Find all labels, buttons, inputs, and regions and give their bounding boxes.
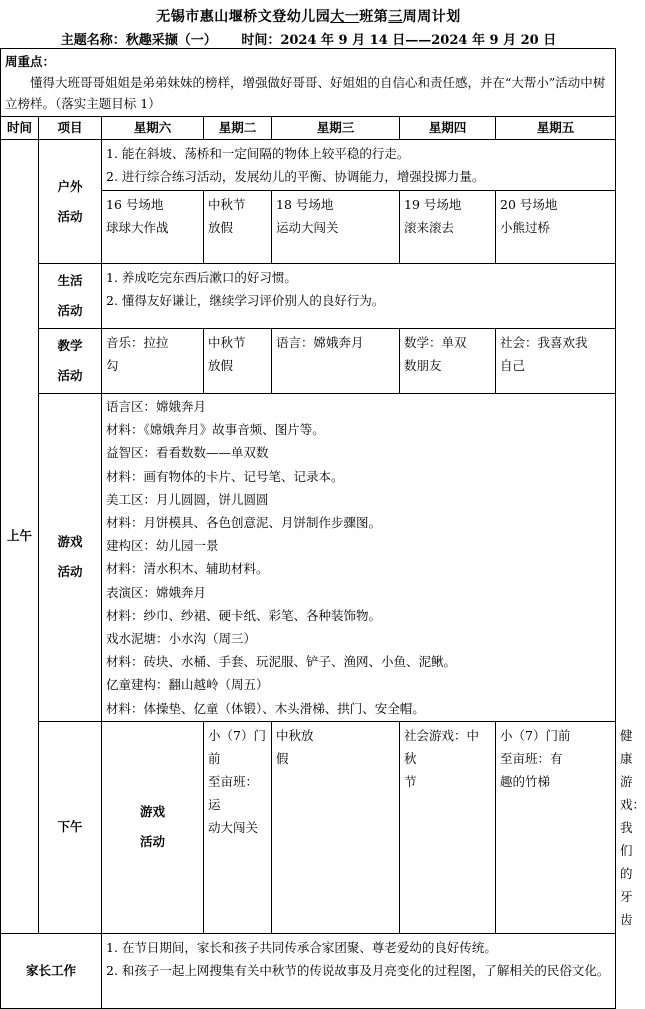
afternoon-line: 动大闯关 [208,819,259,835]
outdoor-day-line: 滚来滚去 [404,220,455,235]
life-item-1: 1. 养成吃完东西后漱口的好习惯。 [106,270,297,285]
afternoon-line: 节 [404,773,417,789]
games-line: 材料：砖块、水桶、手套、玩泥服、铲子、渔网、小鱼、泥鳅。 [106,654,457,670]
theme-label: 主题名称：秋趣采撷（一） [60,33,217,48]
outdoor-day-line: 16 号场地 [106,197,164,212]
teaching-line: 音乐：拉拉 [106,335,169,350]
outdoor-label [39,140,102,264]
teaching-line: 中秋节 [208,335,246,350]
focus-cell [1,49,616,117]
title-mid: 班第 [359,9,389,25]
life-label-line2: 活动 [57,303,83,318]
outdoor-wednesday [272,191,400,264]
life-label-line1: 生活 [57,273,83,288]
parents-label: 家长工作 [1,933,102,1008]
subtitle [0,29,617,48]
outdoor-label-line1: 户外 [57,178,83,194]
outdoor-day-line: 18 号场地 [276,197,334,212]
col-tuesday: 星期二 [204,117,272,140]
teaching-line: 社会：我喜欢我 [500,335,588,350]
life-label [39,264,102,329]
afternoon-line: 假 [276,750,289,766]
outdoor-day-line: 中秋节 [208,197,246,212]
games-line: 材料：纱巾、纱裙、硬卡纸、彩笔、各种装饰物。 [106,607,382,623]
games-list [102,394,616,722]
afternoon-row: 下午 游戏 活动 小（7）门前 至亩班：运 动大闯关 中秋放 假 社会游戏：中秋 节 小（7）门前 至亩班：有 趣的竹梯 健康游戏：我们 的牙齿 [1,721,616,933]
outdoor-goal-2: 2. 进行综合练习活动，发展幼儿的平衡、协调能力，增强投掷力量。 [106,169,485,184]
games-row [1,394,616,722]
afternoon-line: 社会游戏：中秋 [404,727,480,766]
outdoor-goal-1: 1. 能在斜坡、荡桥和一定间隔的物体上较平稳的行走。 [106,146,410,161]
afternoon-label-line1: 游戏 [139,804,165,820]
teaching-label-line1: 教学 [57,338,83,353]
teaching-line: 放假 [208,358,234,373]
teaching-friday [496,329,616,394]
document-title [0,6,617,26]
outdoor-goals-row [1,140,616,191]
teaching-label-line2: 活动 [57,368,83,383]
teaching-line: 数朋友 [404,358,442,373]
games-label [39,394,102,722]
afternoon-line: 小（7）门前 [500,727,571,743]
parents-row [1,933,616,1008]
games-label-line1: 游戏 [57,534,83,550]
column-header-row [1,117,616,140]
outdoor-thursday [400,191,496,264]
games-line: 语言区：嫦娥奔月 [106,399,207,414]
plan-table [0,48,645,1009]
outdoor-day-line: 20 号场地 [500,197,558,212]
outdoor-day-line: 小熊过桥 [500,220,551,235]
teaching-line: 语言：嫦娥奔月 [276,335,364,350]
focus-row [1,49,616,117]
games-line: 材料：清水积木、辅助材料。 [106,561,269,577]
col-friday: 星期五 [496,117,616,140]
title-prefix: 无锡市惠山堰桥文登幼儿园 [156,9,331,25]
col-wednesday: 星期三 [272,117,400,140]
afternoon-line: 至亩班：有 [500,750,563,766]
afternoon-line: 趣的竹梯 [500,773,551,789]
teaching-line: 自己 [500,358,526,373]
afternoon-thursday [496,721,616,933]
afternoon-wednesday [400,721,496,933]
afternoon-line: 小（7）门前 [208,727,266,766]
parents-items [102,933,616,1008]
afternoon-line: 至亩班：运 [208,773,259,812]
games-line: 戏水泥塘：小水沟（周三） [106,631,257,647]
games-line: 益智区：看看数数——单双数 [106,445,269,461]
games-line: 表演区：嫦娥奔月 [106,584,207,600]
outdoor-friday [496,191,616,264]
teaching-line: 数学：单双 [404,335,467,350]
teaching-saturday [102,329,204,394]
games-line: 材料：体操垫、亿童（体锻）、木头滑梯、拱门、安全帽。 [106,700,425,716]
games-line: 建构区：幼儿园一景 [106,538,219,554]
outdoor-saturday [102,191,204,264]
outdoor-day-line: 运动大闯关 [276,220,339,235]
teaching-thursday [400,329,496,394]
outdoor-day-line: 放假 [208,220,234,235]
games-label-line2: 活动 [57,564,83,580]
col-item: 项目 [39,117,102,140]
outdoor-tuesday [204,191,272,264]
life-item-2: 2. 懂得友好谦让，继续学习评价别人的良好行为。 [106,293,385,308]
time-label: 时间：2024 年 9 月 14 日——2024 年 9 月 20 日 [241,33,557,48]
focus-heading: 周重点： [5,54,56,69]
games-line: 亿童建构：翻山越岭（周五） [106,677,269,693]
teaching-row [1,329,616,394]
afternoon-line: 中秋放 [276,727,314,743]
parents-item-2: 2. 和孩子一起上网搜集有关中秋节的传说故事及月亮变化的过程图，了解相关的民俗文化。 [106,962,610,978]
week-number: 三 [388,9,403,25]
afternoon-tuesday [272,721,400,933]
afternoon-label: 下午 [39,721,102,933]
col-thursday: 星期四 [400,117,496,140]
games-line: 材料：月饼模具、各色创意泥、月饼制作步骤图。 [106,515,382,531]
col-saturday: 星期六 [102,117,204,140]
title-suffix: 周周计划 [402,9,461,25]
teaching-wednesday [272,329,400,394]
outdoor-label-line2: 活动 [57,208,83,224]
outdoor-goals [102,140,616,191]
afternoon-label-line2: 活动 [139,834,165,850]
life-items [102,264,616,329]
teaching-tuesday [204,329,272,394]
games-line: 材料：《嫦娥奔月》故事音频、图片等。 [106,422,325,438]
morning-label: 上午 [1,140,39,934]
games-line: 美工区：月儿圆圆，饼儿圆圆 [106,491,269,507]
outdoor-day-line: 19 号场地 [404,197,462,212]
life-row [1,264,616,329]
teaching-label [39,329,102,394]
class-name: 大一 [330,9,360,25]
afternoon-games-label [102,721,204,933]
afternoon-saturday [204,721,272,933]
col-time: 时间 [1,117,39,140]
games-line: 材料：画有物体的卡片、记号笔、记录本。 [106,468,344,484]
parents-item-1: 1. 在节日期间，家长和孩子共同传承合家团聚、尊老爱幼的良好传统。 [106,939,497,955]
teaching-line: 勾 [106,358,119,373]
outdoor-day-line: 球球大作战 [106,220,169,235]
focus-text: 懂得大班哥哥姐姐是弟弟妹妹的榜样，增强做好哥哥、好姐姐的自信心和责任感，并在“大帮小”活动中树立榜样。（落实主题目标 1） [5,75,606,111]
